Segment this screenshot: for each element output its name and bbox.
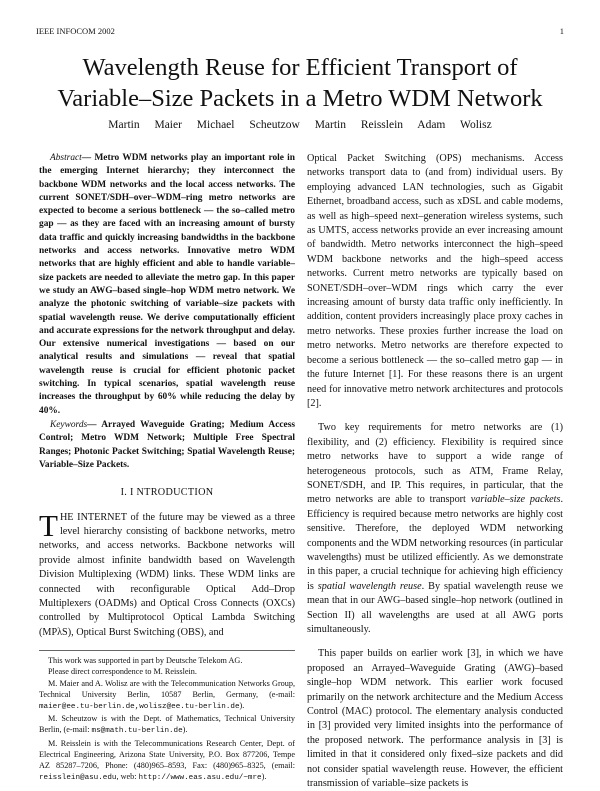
footnote-maier-wolisz: M. Maier and A. Wolisz are with the Telecommunication Networks Group, Technical University Berlin, 10587 Berlin, Germany, (e-mail: maier@ee.tu-berlin.de,wolisz@ee.tu-berlin.de). — [39, 678, 295, 711]
email-link[interactable]: maier@ee.tu-berlin.de,wolisz@ee.tu-berlin.de — [39, 703, 240, 711]
title-line-1: Wavelength Reuse for Efficient Transport of — [82, 54, 518, 81]
intro-text: HE INTERNET of the future may be viewed as a three level hierarchy consisting of backbone networks, metro networks, and access networks. Backbone networks will provide almost infinite bandwidth based on Wavelength Division Multiplexing (WDM) links. These WDM links are connected with reconfigurable Optical Add–Drop Multiplexers (OADMs) and Optical Cross Connects (OXCs) controlled by Multiprotocol Optical Lambda Switching (MPλS), Optical Burst Switching (OBS), and — [39, 511, 295, 638]
abstract — [39, 152, 295, 418]
keywords-label: Keywords — [50, 419, 88, 430]
abstract-text: — Metro WDM networks play an important role in the emerging Internet hierarchy; they interconnect the backbone WDM networks and the local access networks. The current SONET/SDH–over–WDM–ring metro networks are expected to become a serious bottleneck — the so–called metro gap — as they are faced with an increasing amount of bursty data traffic and quickly increasing bandwidths in the backbone networks and access networks. Innovative metro WDM networks that are highly efficient and able to handle variable–size packets are needed to alleviate the metro gap. In this paper we study an AWG–based single–hop WDM metro network. We analyze the photonic switching of variable–size packets with spatial wavelength reuse. We derive computationally efficient and accurate expressions for the network throughput and delay. Our extensive numerical investigations — based on our analytical results and simulations — reveal that spatial wavelength reuse is crucial for efficient photonic packet switching. In typical scenarios, spatial wavelength reuse increases the throughput by 60% while reducing the delay by 40%. — [39, 153, 295, 416]
email-link[interactable]: ms@math.tu-berlin.de — [91, 727, 183, 736]
page-number: 1 — [559, 26, 564, 36]
drop-cap: T — [39, 507, 58, 543]
footnote-scheutzow: M. Scheutzow is with the Dept. of Mathematics, Technical University Berlin, (e-mail: ms@math.tu-berlin.de). — [39, 714, 295, 736]
paper-title — [20, 52, 580, 114]
footnote-correspondence: Please direct correspondence to M. Reisslein. — [48, 667, 197, 677]
header-venue: IEEE INFOCOM 2002 — [36, 26, 115, 36]
emphasis-wavelength-reuse: spatial wavelength reuse — [317, 580, 422, 592]
keywords-text: — Arrayed Waveguide Grating; Medium Access Control; Metro WDM Network; Multiple Free Spectral Ranges; Photonic Packet Switching; Spatial Wavelength Reuse; Variable–Size Packets. — [39, 419, 295, 470]
abstract-label: Abstract — [50, 153, 82, 163]
left-column — [39, 152, 295, 784]
email-link[interactable]: reisslein@asu.edu — [39, 774, 117, 783]
body-paragraph-1: Optical Packet Switching (OPS) mechanisms. Access networks transport data to (and from) individual users. By employing advanced LAN technologies, such as Gigabit Ethernet, broadband access, such as xDSL and cable modems, as well as high–speed next–generation wireless systems, such as UMTS, access networks provide an ever increasing amount of bandwidth. Metro networks interconnect the high–speed WDM backbone networks and the high–speed access networks. Current metro networks are typically based on SONET/SDH–over–WDM rings which carry the ever increasing amount of bursty data traffic only inefficiently. In addition, content providers increasingly place proxy caches in metro networks. These proxies further increase the load on metro networks. Metro networks are therefore expected to become a serious bottleneck — the so–called metro gap — in the future Internet [1]. For these reasons there is an urgent need for innovative metro network architectures and protocols [2]. — [307, 153, 563, 409]
emphasis-variable-size: variable–size packets — [470, 494, 561, 506]
intro-paragraph — [39, 507, 295, 641]
title-line-2: Variable–Size Packets in a Metro WDM Network — [57, 85, 543, 112]
running-header — [36, 26, 564, 38]
footnotes — [39, 650, 295, 784]
section-heading-introduction: I. I NTRODUCTION — [120, 487, 214, 499]
author-list: Martin Maier Michael Scheutzow Martin Reisslein Adam Wolisz — [108, 119, 492, 131]
body-paragraph-3: This paper builds on earlier work [3], in which we have proposed an Arrayed–Waveguide Grating (AWG)–based single–hop WDM network. This earlier work focused primarily on the network architecture and the Medium Access Control (MAC) protocol. The elementary analysis conducted in [3] provided very limited insights into the performance of the proposed network. The performance analysis in [3] is limited in that it considered only fixed–size packets and did not consider spatial wavelength reuse. However, the efficient transmission of variable–size packets is — [307, 648, 563, 790]
body-paragraph-2: Two key requirements for metro networks are (1) flexibility, and (2) efficiency. Flexibility is required since metro networks have to support a wide range of heterogeneous protocols, such as ATM, Frame Relay, SONET/SDH, and IP. This requires, in particular, that the metro networks are able to transport variable–size packets. Efficiency is required because metro networks are highly cost sensitive. Therefore, the deployed WDM networking components and the WDM networking resources (in particular wavelengths) must be utilized efficiently. As we demonstrate in this paper, a crucial technique for achieving high efficiency is spatial wavelength reuse. By spatial wavelength reuse we mean that in our AWG–based single–hop network (outlined in Section II) all wavelengths are used at all AWG ports simultaneously. — [307, 422, 563, 635]
right-column — [307, 152, 563, 791]
keywords — [39, 419, 295, 472]
web-link[interactable]: http://www.eas.asu.edu/~mre — [138, 774, 262, 783]
footnote-reisslein: M. Reisslein is with the Telecommunications Research Center, Dept. of Electrical Engineering, Arizona State University, P.O. Box 877206, Tempe AZ 85287–7206, Phone: (480)965–8593, Fax: (480)965–8325, (email: reisslein@asu.edu, web: http://www.eas.asu.edu/~mre). — [39, 738, 295, 783]
footnote-funding: This work was supported in part by Deutsche Telekom AG. — [48, 656, 243, 666]
